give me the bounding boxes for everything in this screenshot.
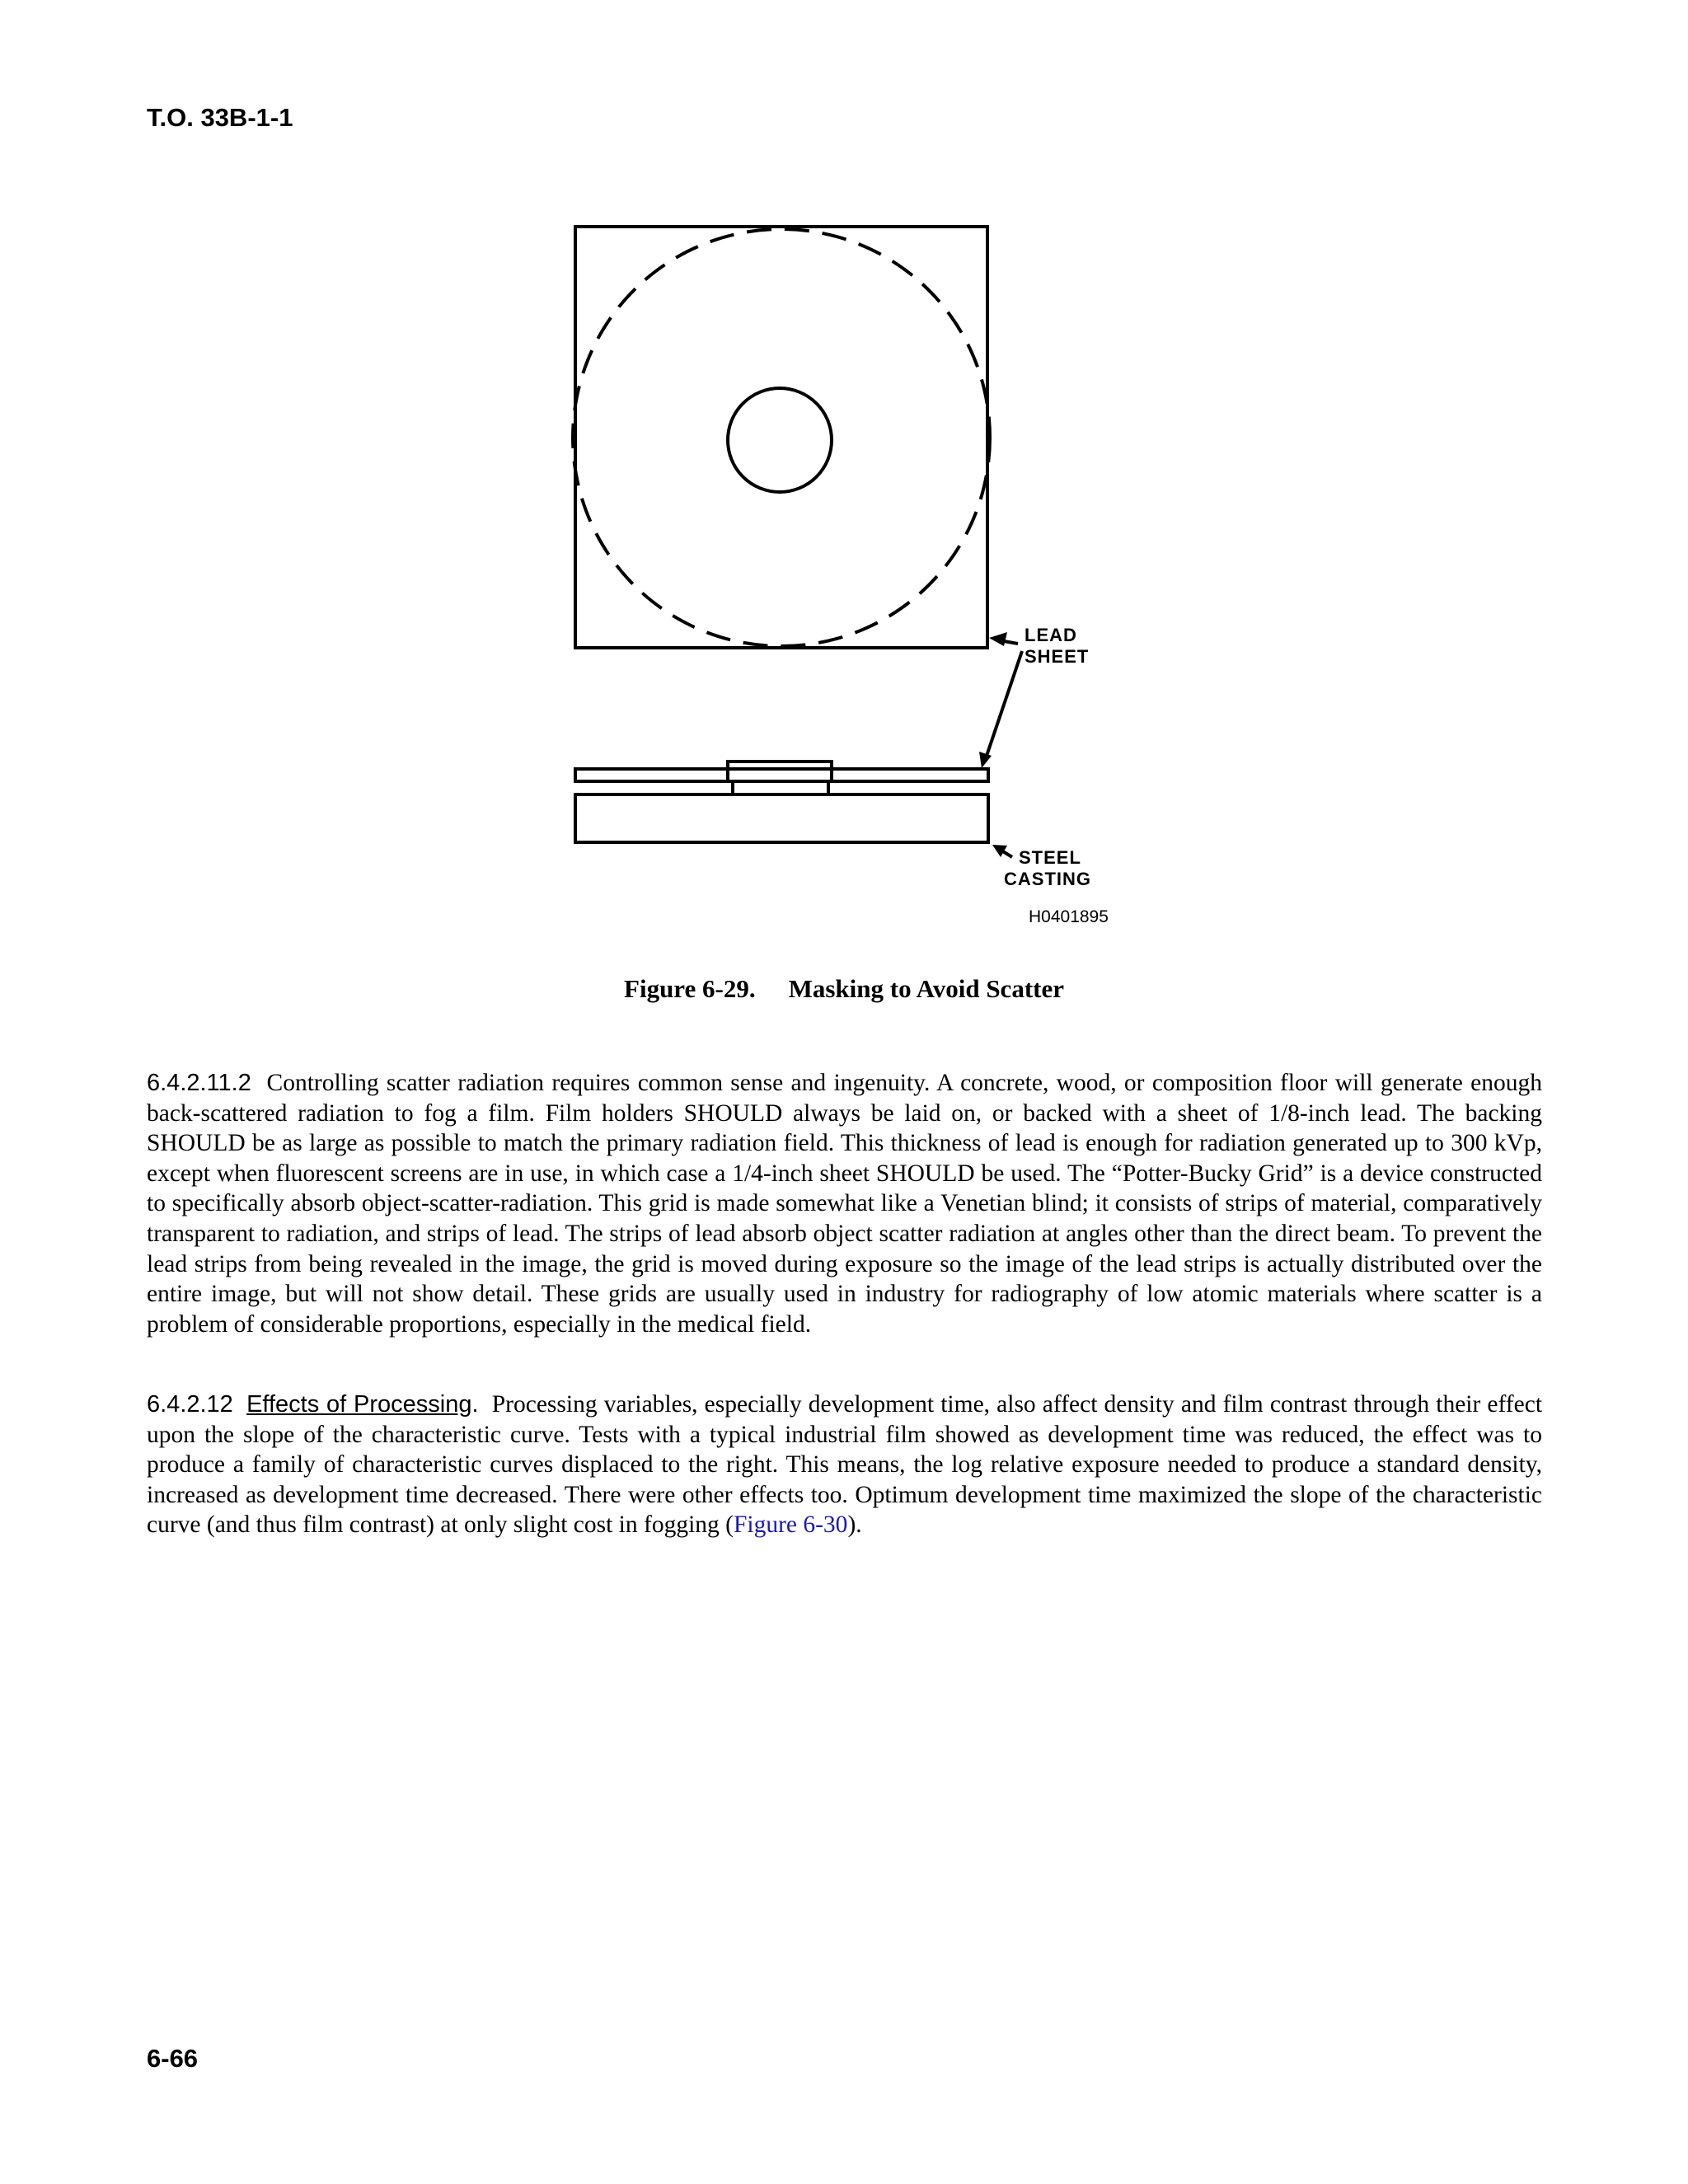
casting-outline-dashed [573,229,990,646]
label-steel-line2: CASTING [1004,869,1091,889]
page-number: 6-66 [147,2044,199,2073]
lead-sheet-top-view [575,227,987,648]
label-lead-line1: LEAD [1025,625,1077,645]
paragraph-number: 6.4.2.12 [147,1391,233,1418]
lead-sheet-side-view [575,769,988,781]
paragraph-number: 6.4.2.11.2 [147,1070,251,1096]
paragraph-text-end: ). [847,1511,862,1539]
label-steel-casting [1004,847,1091,890]
arrowhead-lead-side [979,752,992,768]
casting-center-hole [728,388,832,492]
label-lead-line2: SHEET [1025,646,1090,667]
masking-diagram-drawing [0,0,1688,989]
document-header: T.O. 33B-1-1 [147,103,293,132]
casting-boss-side-view [728,762,832,781]
figure-masking-diagram [0,0,1688,989]
steel-casting-side-view [575,794,988,842]
paragraph-text: Processing variables, especially development time, also affect density and film contrast through their effect upon the slope of the characteristic curve. Tests with a typical industrial film showed as development time was reduced, the effect was to produce a family of characteristic curves displaced to the right. This means, the log relative exposure needed to produce a standard density, increased as development time decreased. There were other effects too. Optimum development time maximized the slope of the characteristic curve (and thus film contrast) at only slight cost in fogging ( [147,1391,1543,1539]
figure-6-30-link[interactable]: Figure 6-30 [733,1511,848,1539]
label-lead-sheet [1025,625,1089,668]
label-steel-line1: STEEL [1019,847,1081,868]
figure-caption [0,974,1688,1004]
paragraph-6-4-2-12: 6.4.2.12 Effects of Processing. Processing variables, especially development time, also affect density and film contrast through their effect upon the slope of the characteristic curve. Tests with a typical industrial film showed as development time was reduced, the effect was to produce a family of characteristic curves displaced to the right. This means, the log relative exposure needed to produce a standard density, increased as development time decreased. There were other effects too. Optimum development time maximized the slope of the characteristic curve (and thus film contrast) at only slight cost in fogging (Figure 6-30). [147,1391,1543,1539]
paragraph-text: Controlling scatter radiation requires common sense and ingenuity. A concrete, wood, or composition floor will generate enough back-scattered radiation to fog a film. Film holders SHOULD always be laid on, or backed with a sheet of 1/8-inch lead. The backing SHOULD be as large as possible to match the primary radiation field. This thickness of lead is enough for radiation generated up to 300 kVp, except when fluorescent screens are in use, in which case a 1/4-inch sheet SHOULD be used. The “Potter-Bucky Grid” is a device constructed to specifically absorb object-scatter-radiation. This grid is made somewhat like a Venetian blind; it consists of strips of material, comparatively transparent to radiation, and strips of lead. The strips of lead absorb object scatter radiation at angles other than the direct beam. To prevent the lead strips from being revealed in the image, the grid is moved during exposure so the image of the lead strips is actually distributed over the entire image, but will not show detail. These grids are usually used in industry for radiography of low atomic materials where scatter is a problem of considerable proportions, especially in the medical field. [147,1070,1543,1338]
caption-number: Figure 6-29. [624,974,756,1003]
paragraph-title: Effects of Processing [246,1391,472,1418]
paragraph-6-4-2-11-2 [147,1068,1542,1339]
arrowhead-lead-top [989,632,1007,646]
figure-code: H0401895 [1029,907,1109,926]
caption-title: Masking to Avoid Scatter [788,974,1064,1003]
